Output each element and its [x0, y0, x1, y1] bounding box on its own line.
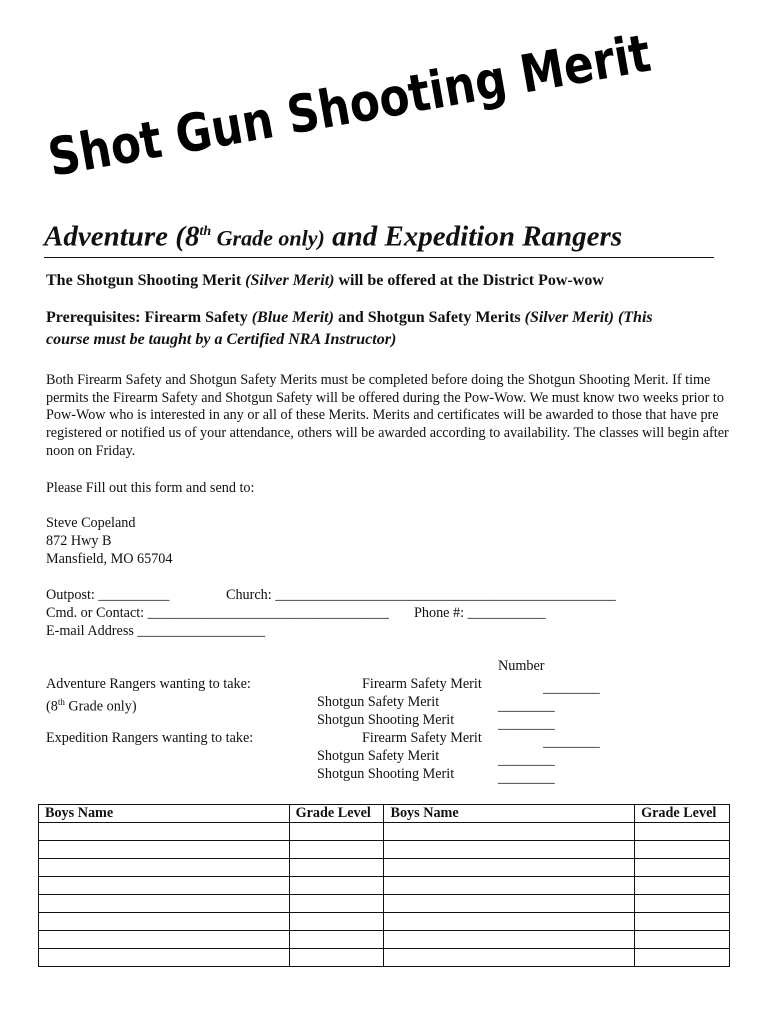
boys-name-cell[interactable] — [39, 949, 290, 967]
church-field[interactable]: Church: ________________________________________________ — [226, 587, 616, 603]
adventure-blank-2[interactable]: ________ — [498, 698, 555, 714]
roster-row — [39, 895, 730, 913]
subtitle-part2: Grade only) — [211, 225, 325, 251]
boys-name-cell[interactable] — [39, 859, 290, 877]
grade-level-cell[interactable] — [635, 877, 730, 895]
boys-name-cell[interactable] — [384, 949, 635, 967]
grade-level-cell[interactable] — [635, 859, 730, 877]
boys-name-cell[interactable] — [384, 877, 635, 895]
send-to-label: Please Fill out this form and send to: — [46, 480, 255, 496]
boys-name-cell[interactable] — [39, 823, 290, 841]
expedition-merit-3: Shotgun Shooting Merit — [317, 766, 455, 782]
grade-level-cell[interactable] — [289, 895, 384, 913]
contact-field[interactable]: Cmd. or Contact: __________________________________ — [46, 605, 389, 621]
page-title: Shot Gun Shooting Merit — [43, 3, 768, 189]
boys-name-cell[interactable] — [384, 913, 635, 931]
prerequisites — [46, 307, 736, 351]
offer-text1: The Shotgun Shooting Merit — [46, 272, 246, 289]
subtitle-part1: Adventure (8 — [44, 220, 200, 253]
number-label: Number — [498, 658, 545, 674]
boys-name-cell[interactable] — [384, 841, 635, 859]
offer-text2: will be offered at the District Pow-wow — [334, 272, 604, 289]
boys-name-cell[interactable] — [39, 895, 290, 913]
grade-level-cell[interactable] — [289, 841, 384, 859]
program-subtitle — [44, 214, 714, 258]
phone-field[interactable]: Phone #: ___________ — [414, 605, 546, 621]
grade-level-cell[interactable] — [635, 931, 730, 949]
prereq-line2: course must be taught by a Certified NRA Instructor) — [46, 331, 397, 348]
boys-name-cell[interactable] — [39, 841, 290, 859]
adventure-label: Adventure Rangers wanting to take: — [46, 676, 251, 692]
roster-row — [39, 913, 730, 931]
grade-level-cell[interactable] — [289, 931, 384, 949]
address-name: Steve Copeland — [46, 515, 136, 531]
boys-name-cell[interactable] — [384, 895, 635, 913]
instructions-paragraph: Both Firearm Safety and Shotgun Safety Merits must be completed before doing the Shotgun Shooting Merit. If time permits the Firearm Safety and Shotgun Safety will be offered during the Pow-Wow. We must know two weeks prior to Pow-Wow who is interested in any or all of these Merits. Merits and certificates will be awarded to those that have pre registered or notified us of your attendance, others will be awarded according to availability. The classes will begin after noon on Friday. — [46, 372, 729, 459]
email-field[interactable]: E-mail Address __________________ — [46, 623, 266, 639]
grade-level-cell[interactable] — [289, 913, 384, 931]
title-wordart — [43, 3, 768, 198]
prereq-italic2: (Silver Merit) (This — [524, 309, 653, 326]
expedition-merit-1: Firearm Safety Merit — [362, 730, 482, 746]
boys-name-cell[interactable] — [384, 931, 635, 949]
grade-level-cell[interactable] — [289, 949, 384, 967]
roster-row — [39, 859, 730, 877]
address-city: Mansfield, MO 65704 — [46, 551, 173, 567]
grade-sup: th — [57, 697, 65, 707]
grade-level-cell[interactable] — [635, 841, 730, 859]
roster-row — [39, 841, 730, 859]
grade-level-cell[interactable] — [635, 823, 730, 841]
adventure-blank-3[interactable]: ________ — [498, 716, 555, 732]
adventure-merit-1: Firearm Safety Merit — [362, 676, 482, 692]
boys-name-cell[interactable] — [384, 859, 635, 877]
expedition-blank-1[interactable]: ________ — [543, 734, 600, 750]
boys-name-header-2: Boys Name — [384, 805, 635, 823]
roster-table — [38, 804, 730, 967]
subtitle-part3: and Expedition Rangers — [324, 220, 623, 253]
outpost-field[interactable]: Outpost: __________ — [46, 587, 170, 603]
grade-level-header: Grade Level — [289, 805, 384, 823]
expedition-label: Expedition Rangers wanting to take: — [46, 730, 254, 746]
grade-level-cell[interactable] — [289, 823, 384, 841]
title-svg — [43, 3, 768, 198]
roster-header-row — [39, 805, 730, 823]
grade-level-cell[interactable] — [289, 877, 384, 895]
prereq-text2: and Shotgun Safety Merits — [333, 309, 525, 326]
expedition-merit-2: Shotgun Safety Merit — [317, 748, 440, 764]
roster-row — [39, 931, 730, 949]
expedition-blank-3[interactable]: ________ — [498, 770, 555, 786]
roster-row — [39, 877, 730, 895]
prereq-text1: Prerequisites: Firearm Safety — [46, 309, 252, 326]
boys-name-header: Boys Name — [39, 805, 290, 823]
roster-body — [39, 823, 730, 967]
expedition-blank-2[interactable]: ________ — [498, 752, 555, 768]
boys-name-cell[interactable] — [39, 877, 290, 895]
adventure-blank-1[interactable]: ________ — [543, 680, 600, 696]
boys-name-cell[interactable] — [39, 913, 290, 931]
prereq-italic1: (Blue Merit) — [251, 309, 334, 326]
grade-rest: Grade only) — [64, 698, 137, 715]
grade-text: (8 — [46, 698, 58, 715]
offer-line — [46, 270, 604, 292]
adventure-merit-3: Shotgun Shooting Merit — [317, 712, 455, 728]
address-street: 872 Hwy B — [46, 533, 112, 549]
grade-level-cell[interactable] — [635, 949, 730, 967]
roster-row — [39, 949, 730, 967]
offer-italic: (Silver Merit) — [245, 272, 335, 289]
grade-level-cell[interactable] — [289, 859, 384, 877]
subtitle-sup: th — [199, 224, 212, 239]
adventure-grade — [46, 693, 137, 716]
adventure-merit-2: Shotgun Safety Merit — [317, 694, 440, 710]
grade-level-header-2: Grade Level — [635, 805, 730, 823]
grade-level-cell[interactable] — [635, 895, 730, 913]
grade-level-cell[interactable] — [635, 913, 730, 931]
boys-name-cell[interactable] — [384, 823, 635, 841]
roster-row — [39, 823, 730, 841]
boys-name-cell[interactable] — [39, 931, 290, 949]
